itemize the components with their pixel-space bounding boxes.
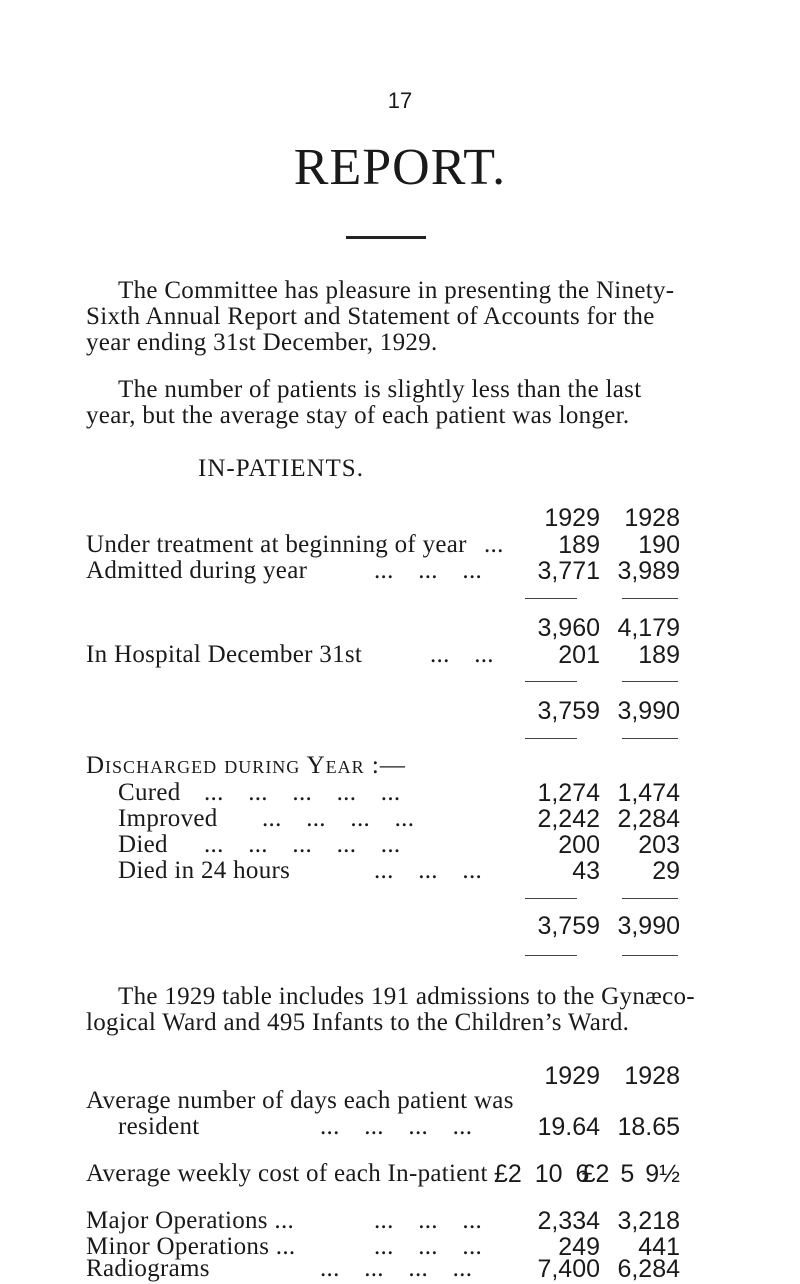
intro-line-5: year, but the average stay of each patient was longer. xyxy=(86,402,630,429)
intro-line-3: year ending 31st December, 1929. xyxy=(86,329,438,356)
page-number: 17 xyxy=(387,88,413,113)
value-1928: 3,990 xyxy=(617,697,680,725)
value-1929: 189 xyxy=(558,531,600,559)
row-dots: ... ... ... ... xyxy=(320,1113,473,1140)
row-dots: ... ... xyxy=(430,641,494,668)
avg-days-label: Average number of days each patient was xyxy=(86,1087,514,1114)
value-1929: 3,771 xyxy=(537,557,600,585)
sum-rule xyxy=(622,738,678,739)
inpatients-heading: IN-PATIENTS. xyxy=(198,455,364,482)
avg-days-1928: 18.65 xyxy=(617,1113,680,1141)
sum-rule xyxy=(622,681,678,682)
page-title: REPORT. xyxy=(293,139,507,196)
row-label: In Hospital December 31st xyxy=(86,641,363,668)
intro-line-1: The Committee has pleasure in presenting the Ninety- xyxy=(118,277,675,304)
stats-year-1929: 1929 xyxy=(544,1062,600,1090)
row-dots: ... ... ... ... xyxy=(262,805,415,832)
value-1928: 1,474 xyxy=(617,779,680,807)
stats-year-1928: 1928 xyxy=(624,1062,680,1090)
value-1928: 441 xyxy=(638,1233,680,1261)
row-label: Under treatment at beginning of year xyxy=(86,531,467,558)
row-dots: ... ... ... ... xyxy=(320,1255,473,1282)
sum-rule xyxy=(525,955,577,956)
value-1929: 3,759 xyxy=(537,697,600,725)
value-1929: 7,400 xyxy=(537,1255,600,1283)
sum-rule xyxy=(525,738,577,739)
value-1928: 203 xyxy=(638,831,680,859)
value-1928: 3,989 xyxy=(617,557,680,585)
sum-rule xyxy=(525,681,577,682)
total-1929: 3,759 xyxy=(537,912,600,940)
sum-rule xyxy=(622,898,678,899)
row-label: Admitted during year xyxy=(86,557,308,584)
row-label: Minor Operations ... xyxy=(86,1233,296,1260)
note-line-2: logical Ward and 495 Infants to the Children’s Ward. xyxy=(86,1009,630,1036)
row-dots: ... xyxy=(484,531,504,558)
value-1929: 2,242 xyxy=(537,805,600,833)
note-line-1: The 1929 table includes 191 admissions to the Gynæco- xyxy=(118,983,695,1010)
value-1929: 3,960 xyxy=(537,614,600,642)
row-dots: ... ... ... xyxy=(374,857,483,884)
value-1929: 2,334 xyxy=(537,1207,600,1235)
row-label: Cured xyxy=(118,779,181,806)
row-dots: ... ... ... xyxy=(374,557,483,584)
sum-rule xyxy=(622,955,678,956)
value-1929: 249 xyxy=(558,1233,600,1261)
weekly-cost-label: Average weekly cost of each In-patient xyxy=(86,1160,488,1187)
value-1928: 4,179 xyxy=(617,614,680,642)
row-dots: ... ... ... ... ... xyxy=(204,779,401,806)
row-dots: ... ... ... xyxy=(374,1207,483,1234)
value-1928: 2,284 xyxy=(617,805,680,833)
intro-line-2: Sixth Annual Report and Statement of Accounts for the xyxy=(86,303,655,330)
sum-rule xyxy=(622,598,678,599)
row-dots: ... ... ... xyxy=(374,1233,483,1260)
row-label: Died xyxy=(118,831,168,858)
sum-rule xyxy=(525,598,577,599)
year-header-1929: 1929 xyxy=(544,504,600,532)
weekly-cost-1928: £2 5 9½ xyxy=(581,1160,680,1188)
value-1928: 189 xyxy=(638,641,680,669)
value-1928: 3,218 xyxy=(617,1207,680,1235)
title-rule xyxy=(346,236,426,239)
total-1928: 3,990 xyxy=(617,912,680,940)
row-label: Improved xyxy=(118,805,218,832)
row-dots: ... ... ... ... ... xyxy=(204,831,401,858)
value-1929: 200 xyxy=(558,831,600,859)
value-1929: 201 xyxy=(558,641,600,669)
value-1929: 1,274 xyxy=(537,779,600,807)
row-label: Died in 24 hours xyxy=(118,857,291,884)
weekly-cost-1929: £2 10 6 xyxy=(494,1160,590,1188)
avg-days-1929: 19.64 xyxy=(537,1113,600,1141)
intro-line-4: The number of patients is slightly less than the last xyxy=(118,376,642,403)
sum-rule xyxy=(525,898,577,899)
row-label: Major Operations ... xyxy=(86,1207,295,1234)
value-1928: 29 xyxy=(652,857,680,885)
row-label: Radiograms xyxy=(86,1255,210,1282)
value-1928: 6,284 xyxy=(617,1255,680,1283)
discharged-heading: Discharged during Year :— xyxy=(86,752,406,779)
value-1929: 43 xyxy=(572,857,600,885)
year-header-1928: 1928 xyxy=(624,504,680,532)
avg-days-label-cont: resident xyxy=(118,1113,200,1140)
value-1928: 190 xyxy=(638,531,680,559)
